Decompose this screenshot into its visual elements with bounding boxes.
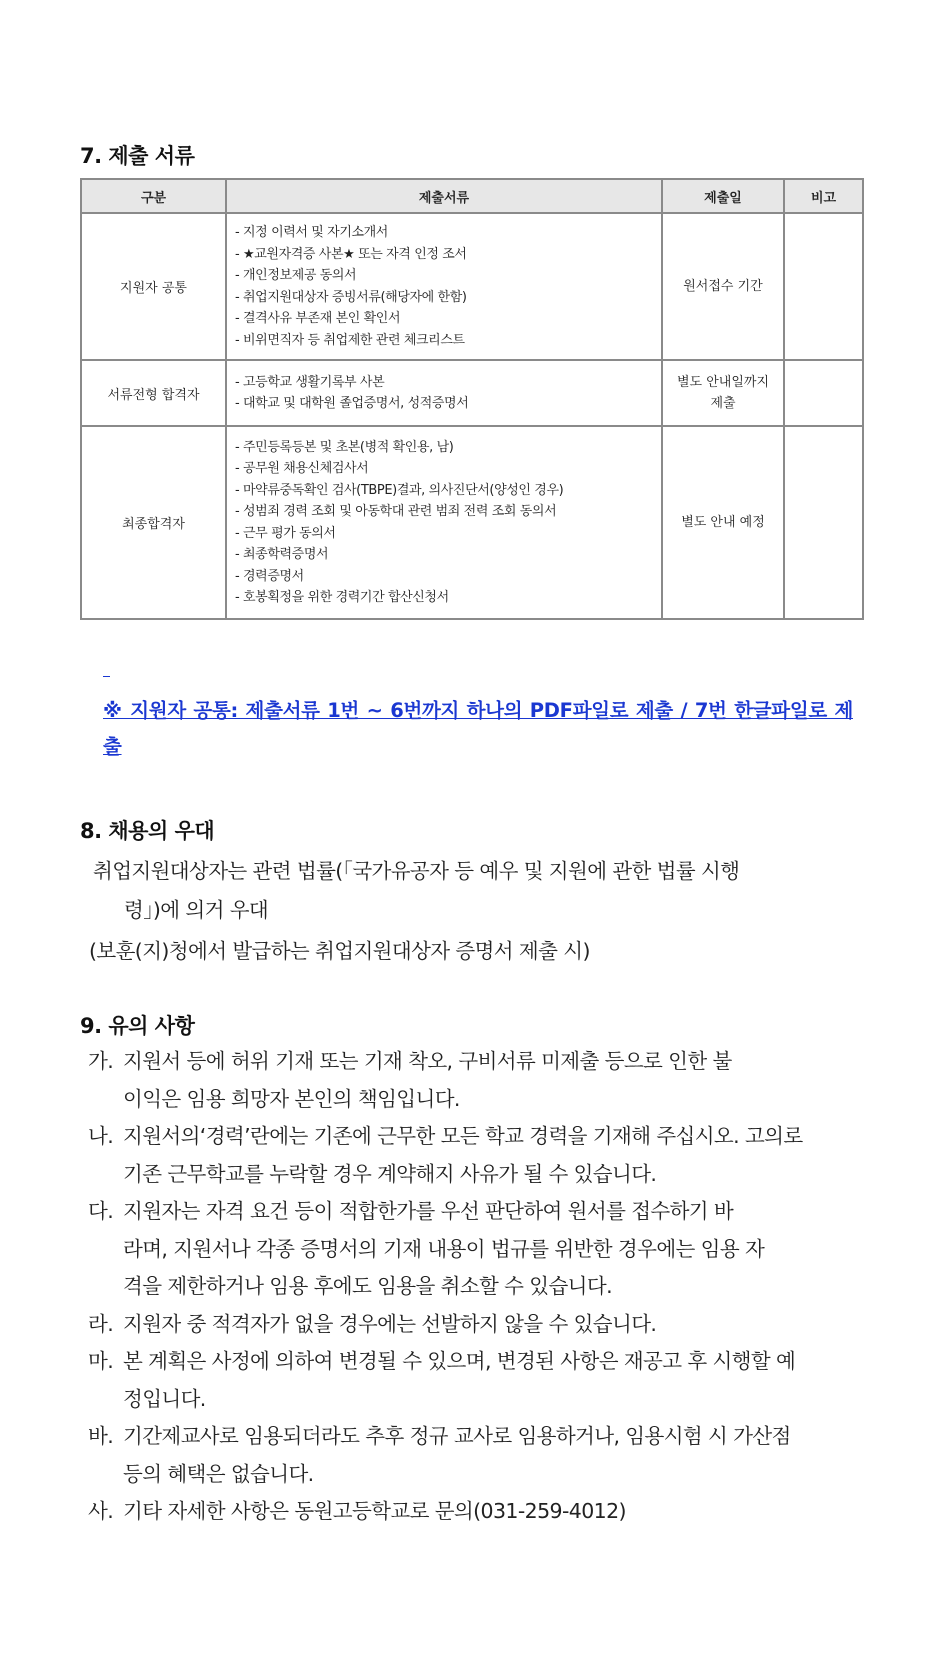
document-item: - 공무원 채용신체검사서 [235, 461, 369, 476]
list-item-line: 라며, 지원서나 각종 증명서의 기재 내용이 법규를 위반한 경우에는 임용 자 [123, 1236, 765, 1261]
document-item: - 결격사유 부존재 본인 확인서 [235, 311, 401, 326]
list-item [88, 1418, 858, 1493]
document-item: - 비위면직자 등 취업제한 관련 체크리스트 [235, 332, 465, 348]
list-item-line: 기타 자세한 사항은 동원고등학교로 문의(031-259-4012) [123, 1499, 626, 1523]
list-marker: 라. [88, 1311, 114, 1336]
list-marker: 바. [88, 1424, 114, 1448]
list-item-line: 격을 제한하거나 임용 후에도 임용을 취소할 수 있습니다. [123, 1274, 612, 1298]
submission-notice: ※ 지원자 공통: 제출서류 1번 ~ 6번까지 하나의 PDF파일로 제출 / 7번 한글파일로 제출 [103, 699, 853, 758]
document-item: - 마약류중독확인 검사(TBPE)결과, 의사진단서(양성인 경우) [235, 482, 564, 498]
preference-text-line-1: 취업지원대상자는 관련 법률(「국가유공자 등 예우 및 지원에 관한 법률 시행 [93, 859, 740, 883]
list-item-line: 지원서의‘경력’란에는 기존에 근무한 모든 학교 경력을 기재해 주십시오. 고의로 [123, 1124, 803, 1148]
notice-dash-mark [103, 676, 110, 677]
documents-table [80, 178, 864, 620]
header-note: 비고 [784, 179, 863, 213]
document-item: - 고등학교 생활기록부 사본 [235, 374, 385, 390]
preference-text-line-2: 령」)에 의거 우대 [124, 898, 269, 922]
row-submit-date: 원서접수 기간 [662, 213, 784, 360]
document-item: - 지정 이력서 및 자기소개서 [235, 225, 388, 240]
table-header-row [81, 179, 863, 213]
document-item: - 취업지원대상자 증빙서류(해당자에 한함) [235, 289, 467, 305]
row-documents [226, 213, 662, 360]
list-item [88, 1343, 858, 1418]
row-category: 서류전형 합격자 [81, 360, 226, 426]
document-item: - 근무 평가 동의서 [235, 525, 336, 541]
list-item-line: 본 계획은 사정에 의하여 변경될 수 있으며, 변경된 사항은 재공고 후 시행할 예 [123, 1349, 796, 1373]
list-marker: 나. [88, 1124, 114, 1148]
list-item-line: 지원자 중 적격자가 없을 경우에는 선발하지 않을 수 있습니다. [123, 1311, 657, 1336]
list-item-line: 등의 혜택은 없습니다. [123, 1461, 314, 1486]
header-submit-date: 제출일 [662, 179, 784, 213]
list-item [88, 1193, 858, 1306]
table-row [81, 213, 863, 360]
row-documents [226, 360, 662, 426]
document-item: - 주민등록등본 및 초본(병적 확인용, 남) [235, 439, 454, 455]
list-marker: 사. [88, 1499, 114, 1523]
row-note [784, 213, 863, 360]
row-documents [226, 426, 662, 619]
list-marker: 가. [88, 1049, 114, 1073]
list-item-line: 기존 근무학교를 누락할 경우 계약해지 사유가 될 수 있습니다. [123, 1161, 657, 1186]
document-item: - 최종학력증명서 [235, 547, 329, 562]
list-item [88, 1306, 858, 1344]
preference-text-line-3: (보훈(지)청에서 발급하는 취업지원대상자 증명서 제출 시) [89, 939, 590, 963]
list-item [88, 1493, 858, 1531]
row-note [784, 360, 863, 426]
list-marker: 마. [88, 1349, 114, 1373]
section-9-title: 9. 유의 사항 [80, 1014, 195, 1038]
header-category: 구분 [81, 179, 226, 213]
list-marker: 다. [88, 1199, 114, 1223]
row-submit-date: 별도 안내일까지 제출 [662, 360, 784, 426]
header-documents: 제출서류 [226, 179, 662, 213]
document-item: - 성범죄 경력 조회 및 아동학대 관련 범죄 전력 조회 동의서 [235, 504, 557, 519]
document-item: - ★교원자격증 사본★ 또는 자격 인정 조서 [235, 246, 467, 262]
document-item: - 경력증명서 [235, 568, 304, 584]
row-category: 최종합격자 [81, 426, 226, 619]
list-item [88, 1043, 858, 1118]
list-item-line: 기간제교사로 임용되더라도 추후 정규 교사로 임용하거나, 임용시험 시 가산점 [123, 1424, 791, 1448]
row-submit-date: 별도 안내 예정 [662, 426, 784, 619]
list-item-line: 지원서 등에 허위 기재 또는 기재 착오, 구비서류 미제출 등으로 인한 불 [123, 1049, 732, 1073]
document-item: - 호봉획정을 위한 경력기간 합산신청서 [235, 590, 449, 605]
table-row [81, 360, 863, 426]
list-item [88, 1118, 858, 1193]
table-row [81, 426, 863, 619]
section-7-title: 7. 제출 서류 [80, 144, 195, 168]
list-item-line: 지원자는 자격 요건 등이 적합한가를 우선 판단하여 원서를 접수하기 바 [123, 1199, 734, 1223]
row-note [784, 426, 863, 619]
section-8-title: 8. 채용의 우대 [80, 819, 215, 843]
row-category: 지원자 공통 [81, 213, 226, 360]
list-item-line: 이익은 임용 희망자 본인의 책임입니다. [123, 1086, 460, 1111]
document-item: - 대학교 및 대학원 졸업증명서, 성적증명서 [235, 396, 469, 411]
document-item: - 개인정보제공 동의서 [235, 268, 357, 283]
notes-list [88, 1043, 858, 1531]
list-item-line: 정입니다. [123, 1386, 206, 1411]
